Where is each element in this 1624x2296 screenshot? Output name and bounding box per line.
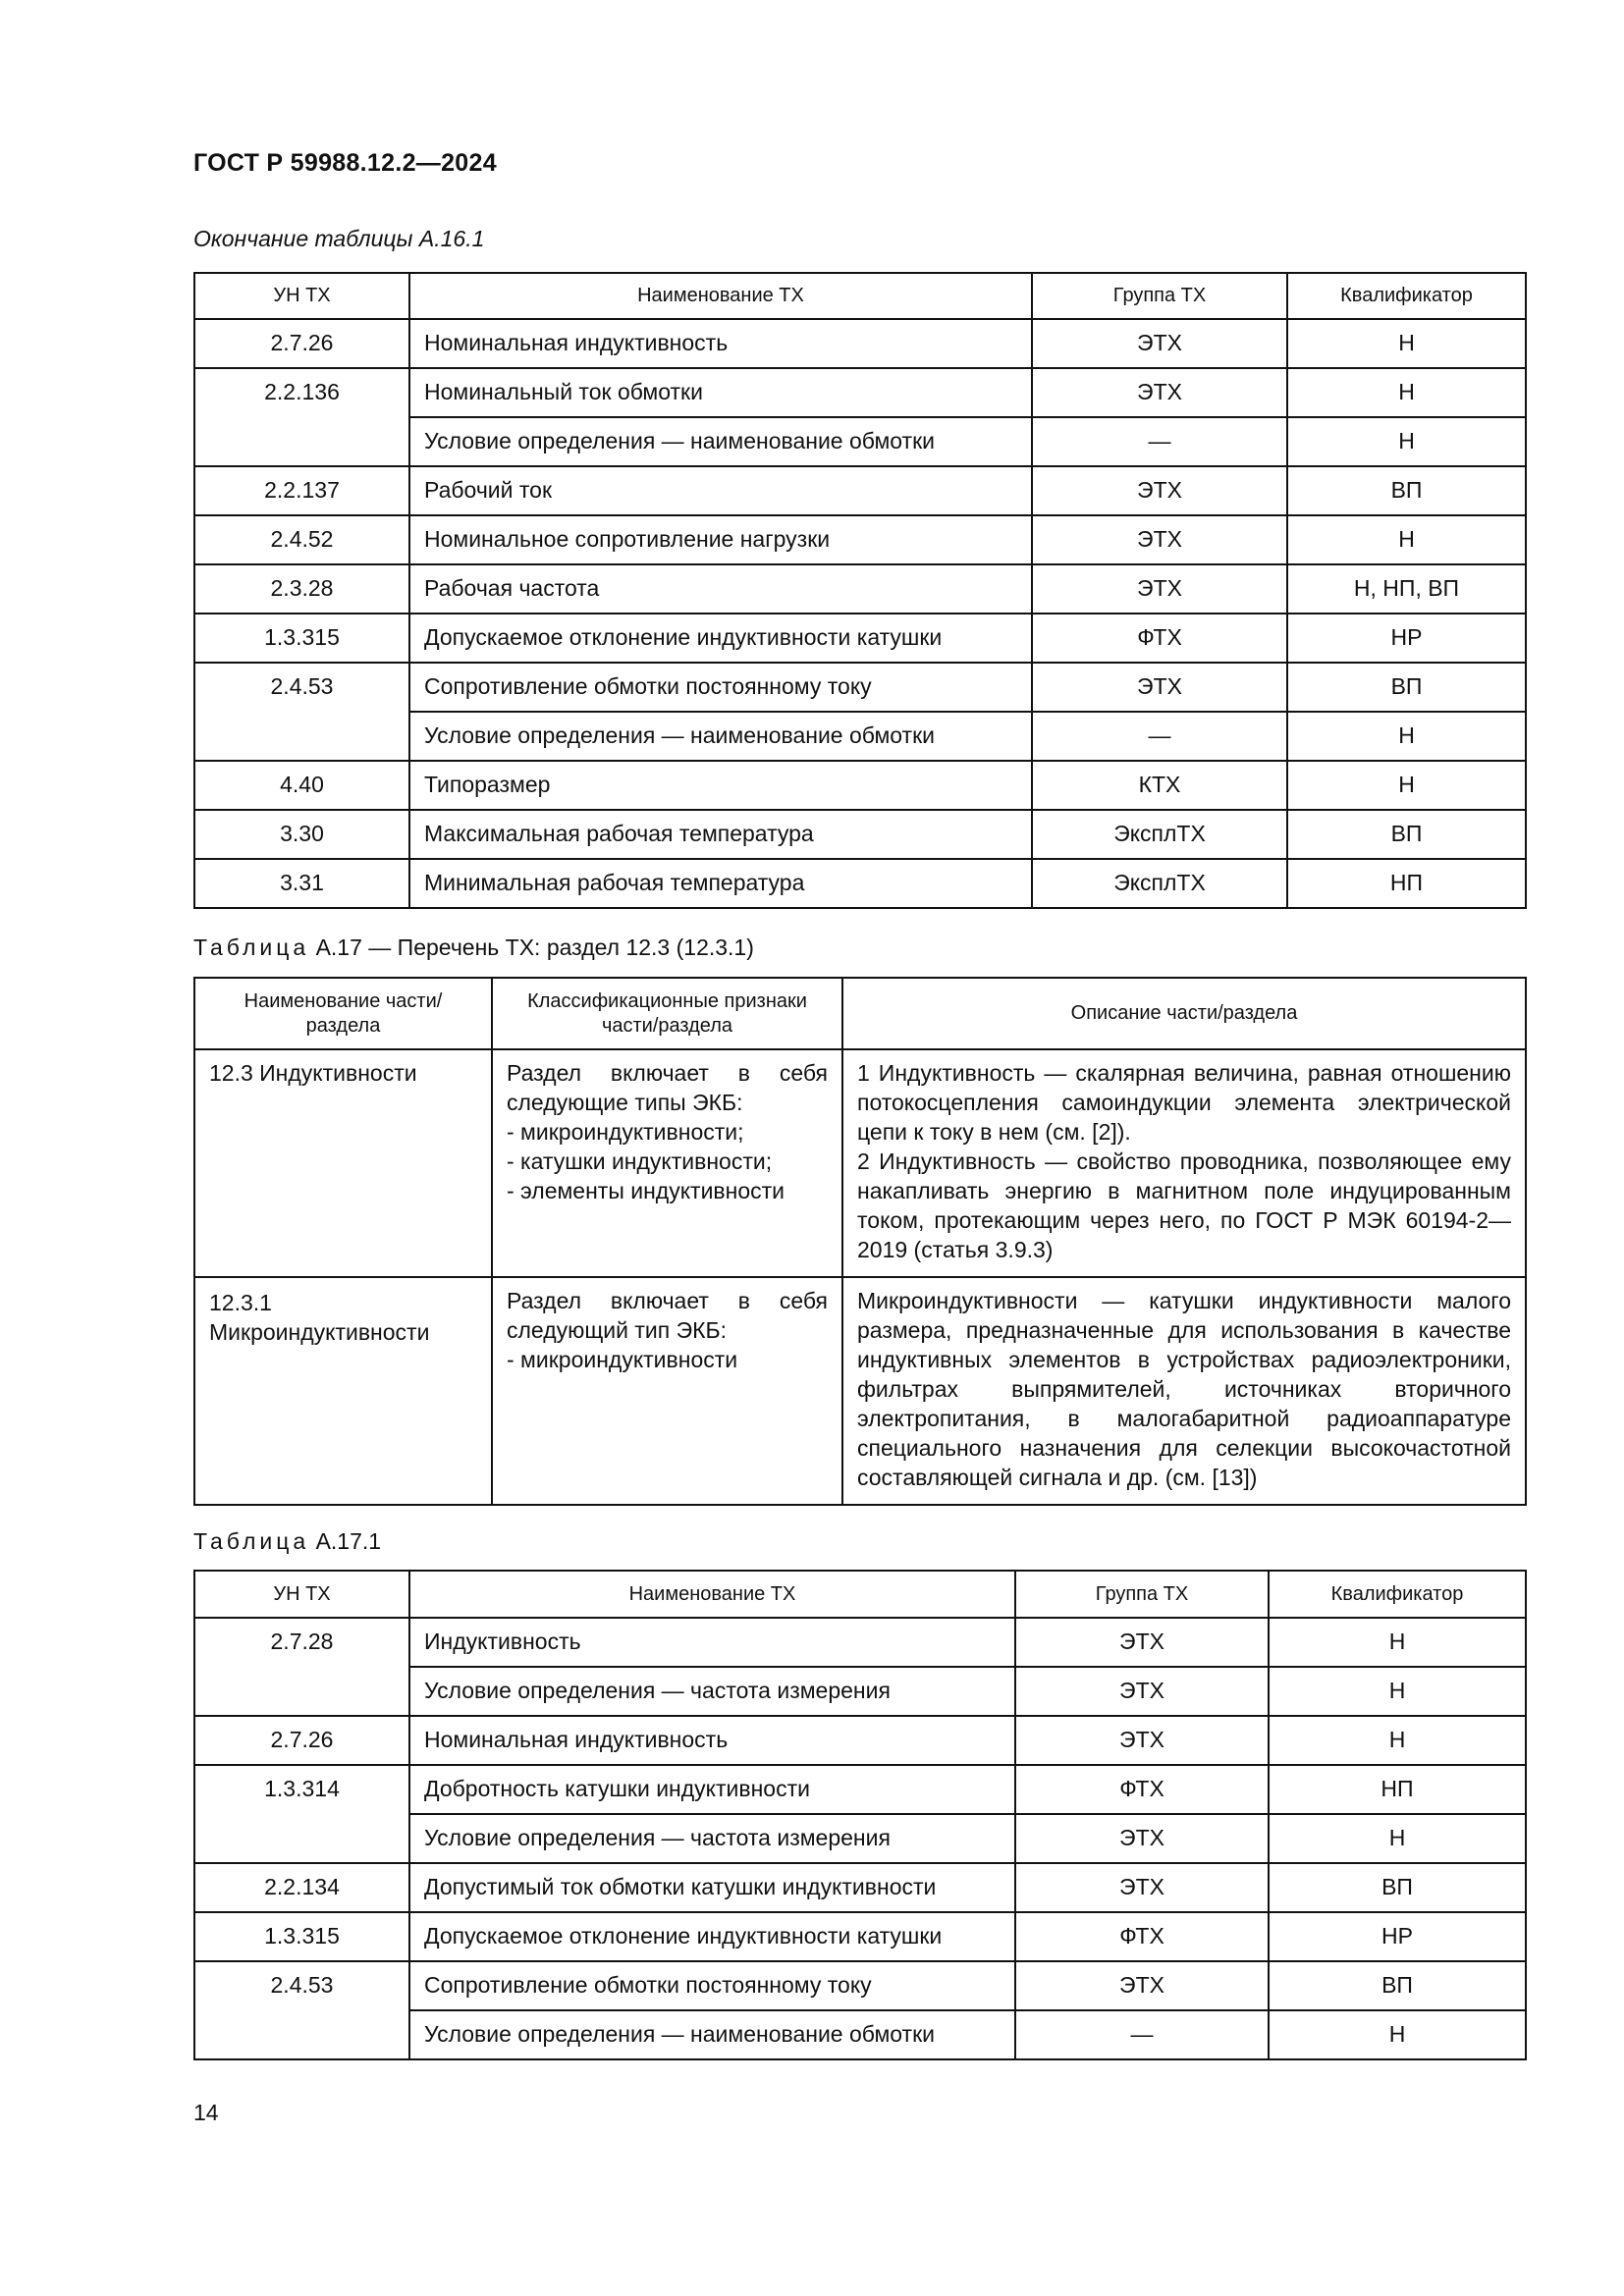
table-row: [194, 1716, 1526, 1765]
row-features: [492, 1277, 842, 1505]
row-name: Условие определения — частота измерения: [409, 1814, 1015, 1863]
row-qualifier: ВП: [1287, 810, 1526, 859]
table-row: [194, 1961, 1526, 2010]
row-code: 1.3.315: [194, 614, 409, 663]
feature-line: Раздел включает в себя следующий тип ЭКБ:: [507, 1288, 828, 1343]
row-qualifier: Н: [1269, 1716, 1526, 1765]
row-group: ФТХ: [1015, 1912, 1269, 1961]
row-group: ЭТХ: [1032, 515, 1287, 564]
row-code: 2.4.53: [194, 663, 409, 761]
row-part: 12.3.1 Микроиндуктивности: [194, 1277, 492, 1505]
row-code: 3.31: [194, 859, 409, 908]
row-qualifier: Н: [1287, 712, 1526, 761]
row-qualifier: Н: [1287, 319, 1526, 368]
table-row: [194, 319, 1526, 368]
table-row: [194, 1618, 1526, 1667]
row-name: Индуктивность: [409, 1618, 1015, 1667]
row-qualifier: ВП: [1269, 1961, 1526, 2010]
row-name: Максимальная рабочая температура: [409, 810, 1032, 859]
row-qualifier: НП: [1287, 859, 1526, 908]
row-qualifier: Н, НП, ВП: [1287, 564, 1526, 614]
table-a17-1-caption: [193, 1528, 381, 1555]
col-header-description: Описание части/раздела: [842, 978, 1526, 1049]
table-row: [194, 761, 1526, 810]
row-group: КТХ: [1032, 761, 1287, 810]
row-group: —: [1032, 712, 1287, 761]
table-row: [194, 466, 1526, 515]
row-qualifier: Н: [1269, 1667, 1526, 1716]
row-group: ЭТХ: [1015, 1814, 1269, 1863]
col-header-group: Группа ТХ: [1032, 273, 1287, 319]
row-code: 2.7.26: [194, 319, 409, 368]
table-row: [194, 1277, 1526, 1505]
feature-line: - микроиндуктивности;: [507, 1119, 744, 1145]
description-paragraph: Микроиндуктивности — катушки индуктивности малого размера, предназначенные для использования в качестве индуктивных элементов в устройствах радиоэлектроники, фильтрах выпрямителей, источниках вторичного электропитания, в малогабаритной радиоаппаратуре специального назначения для селекции высокочастотной составляющей сигнала и др. (см. [13]): [857, 1288, 1511, 1490]
row-qualifier: НР: [1287, 614, 1526, 663]
table-row: [194, 1049, 1526, 1277]
row-qualifier: Н: [1269, 2010, 1526, 2059]
row-code: 2.2.137: [194, 466, 409, 515]
row-name: Условие определения — наименование обмотки: [409, 2010, 1015, 2059]
col-header-group: Группа ТХ: [1015, 1571, 1269, 1618]
row-qualifier: НП: [1269, 1765, 1526, 1814]
row-description: [842, 1049, 1526, 1277]
col-header-code: УН ТХ: [194, 1571, 409, 1618]
row-features: [492, 1049, 842, 1277]
table-row: [194, 663, 1526, 712]
description-paragraph: 1 Индуктивность — скалярная величина, равная отношению потокосцепления самоиндукции элемента электрической цепи к току в нем (см. [2]).: [857, 1060, 1511, 1145]
row-name: Номинальное сопротивление нагрузки: [409, 515, 1032, 564]
table-row: [194, 859, 1526, 908]
col-header-code: УН ТХ: [194, 273, 409, 319]
row-name: Типоразмер: [409, 761, 1032, 810]
col-header-qualifier: Квалификатор: [1287, 273, 1526, 319]
table-a17: [193, 977, 1527, 1506]
row-qualifier: Н: [1287, 515, 1526, 564]
table-row: [194, 614, 1526, 663]
feature-line: - элементы индуктивности: [507, 1178, 785, 1203]
feature-line: - микроиндуктивности: [507, 1347, 738, 1372]
table-row: [194, 515, 1526, 564]
row-name: Допустимый ток обмотки катушки индуктивности: [409, 1863, 1015, 1912]
row-code: 4.40: [194, 761, 409, 810]
row-code: 2.7.26: [194, 1716, 409, 1765]
row-group: ЭТХ: [1015, 1863, 1269, 1912]
table-row: [194, 368, 1526, 417]
table-row: [194, 1863, 1526, 1912]
row-qualifier: Н: [1287, 417, 1526, 466]
feature-line: - катушки индуктивности;: [507, 1148, 773, 1174]
row-name: Номинальная индуктивность: [409, 1716, 1015, 1765]
table-row: [194, 810, 1526, 859]
row-description: [842, 1277, 1526, 1505]
row-group: ЭТХ: [1032, 564, 1287, 614]
row-name: Рабочий ток: [409, 466, 1032, 515]
row-group: ЭТХ: [1015, 1667, 1269, 1716]
row-name: Условие определения — наименование обмотки: [409, 417, 1032, 466]
table-row: [194, 564, 1526, 614]
table-a17-1: [193, 1570, 1527, 2060]
row-group: ЭТХ: [1032, 368, 1287, 417]
row-group: ЭТХ: [1015, 1618, 1269, 1667]
document-header: ГОСТ Р 59988.12.2—2024: [193, 149, 497, 177]
row-name: Допускаемое отклонение индуктивности катушки: [409, 1912, 1015, 1961]
row-name: Условие определения — наименование обмотки: [409, 712, 1032, 761]
row-qualifier: Н: [1287, 368, 1526, 417]
col-header-name: Наименование ТХ: [409, 273, 1032, 319]
row-code: 2.7.28: [194, 1618, 409, 1716]
row-group: —: [1032, 417, 1287, 466]
row-code: 1.3.315: [194, 1912, 409, 1961]
row-qualifier: Н: [1287, 761, 1526, 810]
table-row: [194, 1912, 1526, 1961]
row-group: ЭТХ: [1032, 663, 1287, 712]
row-qualifier: ВП: [1269, 1863, 1526, 1912]
table-a17-1-caption-label: Таблица: [193, 1528, 310, 1554]
row-code: 2.2.134: [194, 1863, 409, 1912]
row-name: Номинальная индуктивность: [409, 319, 1032, 368]
row-group: ЭТХ: [1015, 1961, 1269, 2010]
row-group: —: [1015, 2010, 1269, 2059]
col-header-part: Наименование части/ раздела: [194, 978, 492, 1049]
row-name: Рабочая частота: [409, 564, 1032, 614]
row-group: ФТХ: [1032, 614, 1287, 663]
row-name: Сопротивление обмотки постоянному току: [409, 1961, 1015, 2010]
row-group: ФТХ: [1015, 1765, 1269, 1814]
row-code: 2.2.136: [194, 368, 409, 466]
row-name: Минимальная рабочая температура: [409, 859, 1032, 908]
row-code: 2.3.28: [194, 564, 409, 614]
row-group: ЭТХ: [1032, 466, 1287, 515]
row-name: Допускаемое отклонение индуктивности катушки: [409, 614, 1032, 663]
feature-line: Раздел включает в себя следующие типы ЭКБ:: [507, 1060, 828, 1115]
table-a17-caption-label: Таблица: [193, 934, 310, 960]
table-a16-1: [193, 272, 1527, 909]
row-qualifier: Н: [1269, 1618, 1526, 1667]
row-name: Условие определения — частота измерения: [409, 1667, 1015, 1716]
page-number: 14: [193, 2100, 219, 2125]
col-header-qualifier: Квалификатор: [1269, 1571, 1526, 1618]
col-header-name: Наименование ТХ: [409, 1571, 1015, 1618]
row-group: ЭксплТХ: [1032, 859, 1287, 908]
row-qualifier: ВП: [1287, 466, 1526, 515]
table-a16-1-caption: Окончание таблицы А.16.1: [193, 226, 485, 251]
row-group: ЭТХ: [1032, 319, 1287, 368]
row-group: ЭксплТХ: [1032, 810, 1287, 859]
col-header-features: Классификационные признаки части/раздела: [492, 978, 842, 1049]
row-qualifier: Н: [1269, 1814, 1526, 1863]
row-part: 12.3 Индуктивности: [194, 1049, 492, 1277]
row-qualifier: НР: [1269, 1912, 1526, 1961]
table-row: [194, 1765, 1526, 1814]
row-name: Добротность катушки индуктивности: [409, 1765, 1015, 1814]
row-qualifier: ВП: [1287, 663, 1526, 712]
row-code: 3.30: [194, 810, 409, 859]
table-a17-caption: [193, 934, 754, 961]
table-a17-caption-text: А.17 — Перечень ТХ: раздел 12.3 (12.3.1): [315, 934, 754, 960]
table-a17-1-caption-text: А.17.1: [315, 1528, 382, 1554]
description-paragraph: 2 Индуктивность — свойство проводника, позволяющее ему накапливать энергию в магнитном поле индуцированным током, протекающим через него, по ГОСТ Р МЭК 60194-2—2019 (статья 3.9.3): [857, 1148, 1511, 1262]
row-code: 2.4.53: [194, 1961, 409, 2059]
row-group: ЭТХ: [1015, 1716, 1269, 1765]
row-name: Номинальный ток обмотки: [409, 368, 1032, 417]
row-name: Сопротивление обмотки постоянному току: [409, 663, 1032, 712]
row-code: 1.3.314: [194, 1765, 409, 1863]
row-code: 2.4.52: [194, 515, 409, 564]
